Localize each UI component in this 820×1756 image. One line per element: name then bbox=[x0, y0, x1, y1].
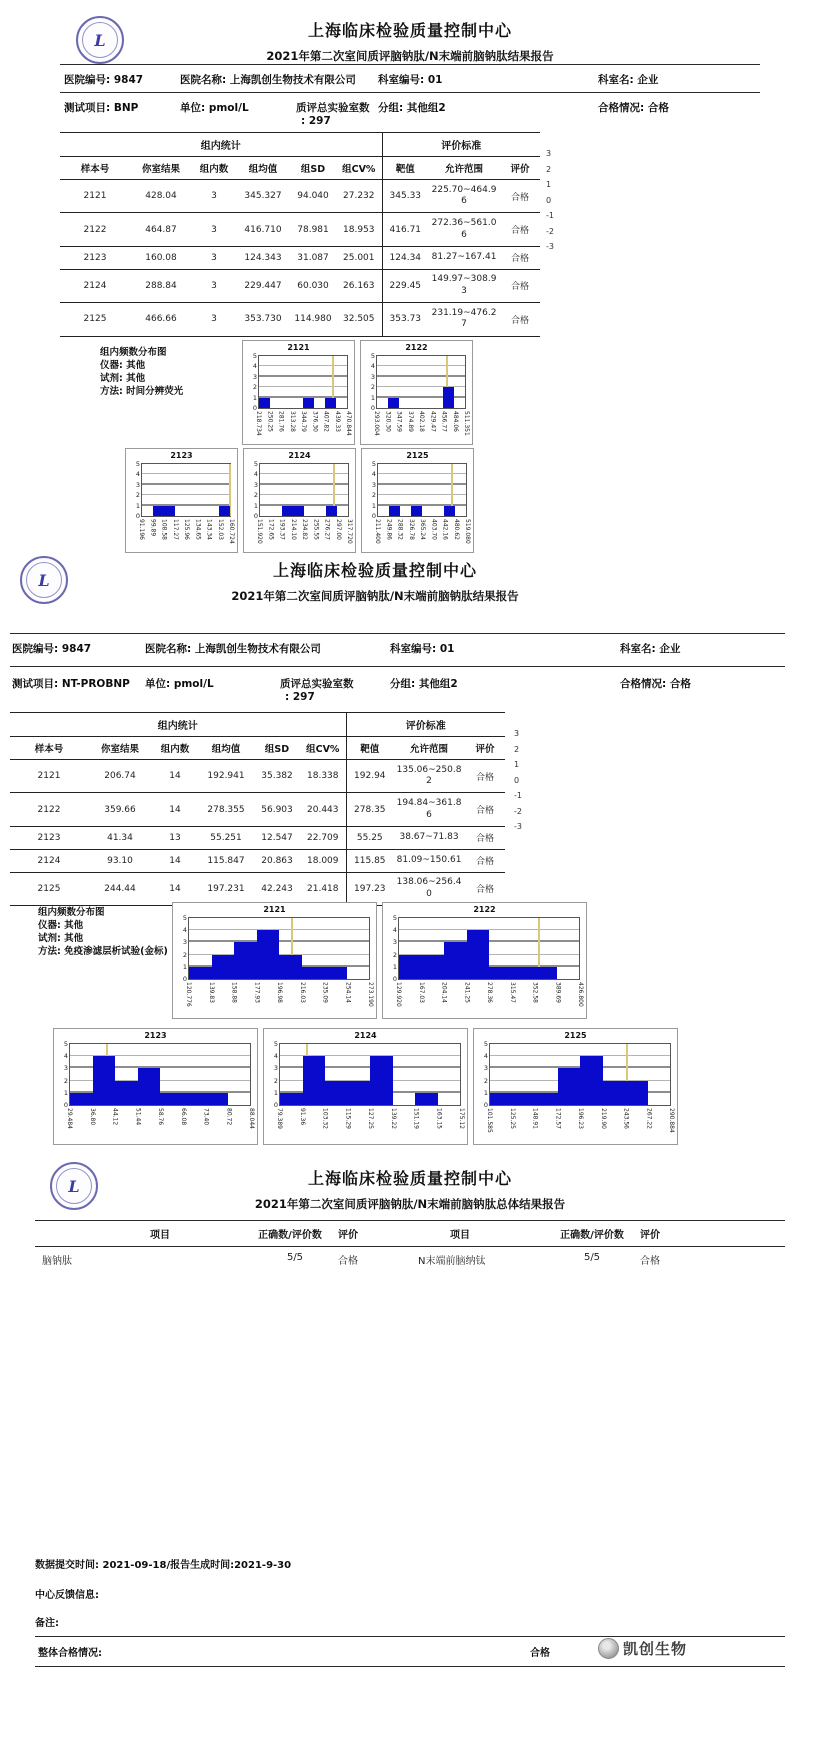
table-cell: 合格 bbox=[465, 760, 505, 793]
table-cell: 115.847 bbox=[198, 849, 254, 872]
sdi-tick: 1 bbox=[546, 180, 552, 189]
table-cell: 244.44 bbox=[88, 872, 152, 905]
histogram-bar bbox=[279, 955, 302, 979]
dept-name: 科室名: 企业 bbox=[620, 643, 681, 655]
col-item-2: 项目 bbox=[450, 1230, 470, 1241]
target-line bbox=[333, 464, 335, 516]
table-cell: 353.73 bbox=[382, 303, 428, 336]
histogram-plot: 5 4 3 2 1 0 bbox=[141, 463, 231, 517]
reagent-line: 试剂: 其他 bbox=[38, 933, 84, 944]
histogram-bar bbox=[325, 398, 336, 408]
test-item: 测试项目: BNP bbox=[64, 102, 139, 114]
table-cell: 55.251 bbox=[198, 826, 254, 849]
brand-logo bbox=[598, 1638, 687, 1659]
histogram-title: 2121 bbox=[287, 343, 310, 352]
dept-name: 科室名: 企业 bbox=[598, 74, 659, 86]
column-header: 评价 bbox=[500, 157, 540, 180]
hospital-id: 医院编号: 9847 bbox=[12, 643, 92, 655]
histogram-plot: 5 4 3 2 1 0 bbox=[376, 355, 466, 409]
table-cell: 81.09~150.61 bbox=[393, 849, 465, 872]
hospital-name: 医院名称: 上海凯创生物技术有限公司 bbox=[180, 74, 356, 86]
column-header: 你室结果 bbox=[88, 737, 152, 760]
table-cell: 26.163 bbox=[336, 269, 382, 302]
column-header: 靶值 bbox=[382, 157, 428, 180]
histogram-bar bbox=[234, 942, 257, 979]
column-header: 靶值 bbox=[346, 737, 393, 760]
table-cell: 353.730 bbox=[236, 303, 290, 336]
histogram-bar bbox=[348, 1081, 371, 1105]
table-cell: 160.08 bbox=[130, 246, 192, 269]
method-line: 方法: 免疫渗滤层析试验(金标) bbox=[38, 946, 168, 957]
table-cell: 278.355 bbox=[198, 793, 254, 826]
note-label: 备注: bbox=[35, 1618, 59, 1629]
sdi-tick: -2 bbox=[546, 226, 554, 236]
table-cell: 27.232 bbox=[336, 180, 382, 213]
submit-time-line: 数据提交时间: 2021-09-18/报告生成时间:2021-9-30 bbox=[35, 1560, 292, 1571]
pass-status: 合格情况: 合格 bbox=[598, 102, 669, 114]
histogram-title: 2125 bbox=[564, 1031, 587, 1040]
table-cell: 231.19~476.27 bbox=[428, 303, 500, 336]
histogram-bar bbox=[411, 506, 422, 516]
table-cell: 2122 bbox=[10, 793, 88, 826]
sdi-tick: 0 bbox=[546, 195, 552, 205]
histogram-bar bbox=[324, 967, 347, 979]
report-subtitle: 2021年第二次室间质评脑钠肽/N末端前脑钠肽结果报告 bbox=[266, 49, 554, 63]
divider bbox=[35, 1636, 785, 1637]
table-row bbox=[60, 246, 540, 269]
histogram-bar bbox=[388, 398, 399, 408]
instrument-line: 仪器: 其他 bbox=[38, 920, 84, 931]
table-cell: 345.33 bbox=[382, 180, 428, 213]
histogram-bar bbox=[467, 930, 490, 979]
histogram-2124: 2124 5 4 3 2 1 0 151.920 172.65 193.37 214.10 234.82 255.55 276.27 297.00 317.720 bbox=[243, 448, 356, 553]
col-score-1: 正确数/评价数 bbox=[258, 1230, 322, 1241]
table-cell: 2125 bbox=[60, 303, 130, 336]
table-cell: 138.06~256.40 bbox=[393, 872, 465, 905]
instrument-line: 仪器: 其他 bbox=[100, 360, 146, 371]
sdi-tick: 1 bbox=[514, 760, 520, 769]
sdi-tick: 2 bbox=[546, 164, 552, 174]
histogram-bar bbox=[164, 506, 175, 516]
histogram-bar bbox=[302, 967, 325, 979]
table-cell: 42.243 bbox=[254, 872, 300, 905]
divider bbox=[35, 1220, 785, 1221]
reagent-line: 试剂: 其他 bbox=[100, 373, 146, 384]
table-cell: 14 bbox=[152, 793, 198, 826]
table-cell: 12.547 bbox=[254, 826, 300, 849]
target-line bbox=[446, 356, 448, 408]
table-cell: 206.74 bbox=[88, 760, 152, 793]
histogram-bar bbox=[513, 1093, 536, 1105]
histogram-bar bbox=[212, 955, 235, 979]
histogram-bar bbox=[219, 506, 230, 516]
target-line bbox=[306, 1044, 308, 1105]
column-header: 组SD bbox=[254, 737, 300, 760]
table-cell: 21.418 bbox=[300, 872, 346, 905]
table-cell: 20.863 bbox=[254, 849, 300, 872]
histogram-bar bbox=[257, 930, 280, 979]
table-row bbox=[60, 303, 540, 336]
histogram-bar bbox=[115, 1081, 138, 1105]
histogram-plot: 5 4 3 2 1 0 bbox=[259, 463, 349, 517]
histogram-2123: 2123 5 4 3 2 1 0 91.196 99.89 108.58 117.27 125.96 134.65 143.34 152.03 160.724 bbox=[125, 448, 238, 553]
table-row bbox=[60, 213, 540, 246]
table-row bbox=[10, 849, 505, 872]
table-cell: 3 bbox=[192, 213, 236, 246]
table-cell: 288.84 bbox=[130, 269, 192, 302]
column-header: 允许范围 bbox=[428, 157, 500, 180]
table-row bbox=[60, 269, 540, 302]
column-header: 组CV% bbox=[300, 737, 346, 760]
test-item: 测试项目: NT-PROBNP bbox=[12, 678, 130, 690]
table-cell: 229.447 bbox=[236, 269, 290, 302]
table-cell: 2124 bbox=[10, 849, 88, 872]
histogram-plot: 5 4 3 2 1 0 bbox=[279, 1043, 461, 1106]
table-cell: 197.231 bbox=[198, 872, 254, 905]
table-cell: 78.981 bbox=[290, 213, 336, 246]
histogram-bar bbox=[153, 506, 164, 516]
table-cell: 345.327 bbox=[236, 180, 290, 213]
target-line bbox=[538, 918, 540, 979]
stats-table bbox=[10, 712, 505, 906]
histogram-title: 2122 bbox=[473, 905, 496, 914]
table-cell: 合格 bbox=[500, 269, 540, 302]
divider bbox=[10, 666, 785, 667]
sdi-axis bbox=[546, 146, 554, 255]
target-line bbox=[229, 464, 231, 516]
table-row bbox=[10, 872, 505, 905]
table-cell: 13 bbox=[152, 826, 198, 849]
table-cell: 合格 bbox=[500, 180, 540, 213]
table-cell: 464.87 bbox=[130, 213, 192, 246]
histogram-bar bbox=[534, 967, 557, 979]
report-subtitle: 2021年第二次室间质评脑钠肽/N末端前脑钠肽总体结果报告 bbox=[254, 1197, 566, 1211]
table-cell: 22.709 bbox=[300, 826, 346, 849]
table-cell: 56.903 bbox=[254, 793, 300, 826]
histogram-bar bbox=[160, 1093, 183, 1105]
table-cell: 3 bbox=[192, 180, 236, 213]
column-header: 样本号 bbox=[60, 157, 130, 180]
histogram-bar bbox=[282, 506, 293, 516]
overall-value: 合格 bbox=[530, 1648, 550, 1659]
table-cell: 2121 bbox=[10, 760, 88, 793]
table-cell: 18.338 bbox=[300, 760, 346, 793]
seal-letter: L bbox=[68, 1176, 80, 1196]
table-cell: 428.04 bbox=[130, 180, 192, 213]
item-score-1: 5/5 bbox=[286, 1252, 304, 1263]
table-cell: 81.27~167.41 bbox=[428, 246, 500, 269]
table-cell: 55.25 bbox=[346, 826, 393, 849]
column-header: 你室结果 bbox=[130, 157, 192, 180]
column-header: 允许范围 bbox=[393, 737, 465, 760]
histogram-bar bbox=[558, 1068, 581, 1105]
column-header: 组均值 bbox=[198, 737, 254, 760]
table-cell: 225.70~464.96 bbox=[428, 180, 500, 213]
stats-table bbox=[60, 132, 540, 337]
table-row bbox=[10, 793, 505, 826]
table-cell: 2125 bbox=[10, 872, 88, 905]
sdi-tick: 2 bbox=[514, 744, 520, 754]
col-eval-2: 评价 bbox=[640, 1230, 660, 1241]
table-cell: 192.941 bbox=[198, 760, 254, 793]
brand-name: 凯创生物 bbox=[623, 1640, 688, 1658]
table-cell: 合格 bbox=[465, 793, 505, 826]
table-cell: 20.443 bbox=[300, 793, 346, 826]
histogram-bar bbox=[444, 506, 455, 516]
dist-heading: 组内频数分布图 bbox=[38, 907, 105, 918]
dept-id: 科室编号: 01 bbox=[378, 74, 443, 86]
histogram-2125: 2125 5 4 3 2 1 0 211.400 249.86 288.32 326.78 365.24 403.70 442.16 480.62 519.080 bbox=[361, 448, 474, 553]
target-line bbox=[332, 356, 334, 408]
brand-icon bbox=[598, 1638, 619, 1659]
column-header: 样本号 bbox=[10, 737, 88, 760]
table-cell: 135.06~250.82 bbox=[393, 760, 465, 793]
table-cell: 124.34 bbox=[382, 246, 428, 269]
hospital-name: 医院名称: 上海凯创生物技术有限公司 bbox=[145, 643, 321, 655]
table-cell: 25.001 bbox=[336, 246, 382, 269]
table-cell: 14 bbox=[152, 760, 198, 793]
total-labs: 质评总实验室数 : 297 bbox=[280, 678, 354, 703]
sdi-tick: 3 bbox=[546, 149, 552, 158]
target-line bbox=[106, 1044, 108, 1105]
group-name: 分组: 其他组2 bbox=[378, 102, 446, 114]
histogram-plot: 5 4 3 2 1 0 bbox=[398, 917, 580, 980]
table-cell: 3 bbox=[192, 269, 236, 302]
histogram-bar bbox=[512, 967, 535, 979]
histogram-title: 2123 bbox=[170, 451, 193, 460]
histogram-bar bbox=[625, 1081, 648, 1105]
histogram-2121: 2121 5 4 3 2 1 0 218.734 250.25 281.76 313.28 344.79 376.30 407.82 439.33 470.844 bbox=[242, 340, 355, 445]
table-cell: 14 bbox=[152, 872, 198, 905]
divider bbox=[60, 92, 760, 93]
group-header-stats: 组内统计 bbox=[60, 133, 382, 157]
divider bbox=[35, 1666, 785, 1667]
seal-letter: L bbox=[94, 30, 106, 50]
unit: 单位: pmol/L bbox=[180, 102, 249, 114]
unit: 单位: pmol/L bbox=[145, 678, 214, 690]
histogram-2125: 2125 5 4 3 2 1 0 101.585 125.25 148.91 172.57 196.23 219.90 243.56 267.22 290.884 bbox=[473, 1028, 678, 1145]
sdi-tick: 0 bbox=[514, 775, 520, 785]
dist-heading: 组内频数分布图 bbox=[100, 347, 167, 358]
divider bbox=[10, 633, 785, 634]
histogram-bar bbox=[370, 1056, 393, 1105]
histogram-bar bbox=[399, 955, 422, 979]
item-eval-1: 合格 bbox=[338, 1256, 358, 1267]
sdi-tick: -1 bbox=[546, 211, 554, 220]
table-cell: 3 bbox=[192, 303, 236, 336]
table-cell: 35.382 bbox=[254, 760, 300, 793]
table-cell: 115.85 bbox=[346, 849, 393, 872]
feedback-label: 中心反馈信息: bbox=[35, 1590, 99, 1601]
histogram-bar bbox=[183, 1093, 206, 1105]
col-score-2: 正确数/评价数 bbox=[560, 1230, 624, 1241]
table-cell: 194.84~361.86 bbox=[393, 793, 465, 826]
histogram-title: 2125 bbox=[406, 451, 429, 460]
table-cell: 2121 bbox=[60, 180, 130, 213]
item-name-2: N末端前脑纳钛 bbox=[418, 1256, 486, 1267]
histogram-bar bbox=[603, 1081, 626, 1105]
table-cell: 38.67~71.83 bbox=[393, 826, 465, 849]
table-cell: 466.66 bbox=[130, 303, 192, 336]
table-cell: 94.040 bbox=[290, 180, 336, 213]
table-cell: 2123 bbox=[10, 826, 88, 849]
item-eval-2: 合格 bbox=[640, 1256, 660, 1267]
hospital-id: 医院编号: 9847 bbox=[64, 74, 144, 86]
column-header: 组内数 bbox=[192, 157, 236, 180]
column-header: 组SD bbox=[290, 157, 336, 180]
histogram-bar bbox=[280, 1093, 303, 1105]
target-line bbox=[291, 918, 293, 979]
histogram-bar bbox=[580, 1056, 603, 1105]
histogram-plot: 5 4 3 2 1 0 bbox=[258, 355, 348, 409]
table-row bbox=[10, 826, 505, 849]
histogram-bar bbox=[489, 967, 512, 979]
sdi-tick: -3 bbox=[546, 242, 554, 251]
table-row bbox=[10, 760, 505, 793]
table-cell: 60.030 bbox=[290, 269, 336, 302]
column-header: 组内数 bbox=[152, 737, 198, 760]
histogram-bar bbox=[303, 1056, 326, 1105]
item-score-2: 5/5 bbox=[583, 1252, 601, 1263]
histogram-title: 2122 bbox=[405, 343, 428, 352]
histogram-bar bbox=[415, 1093, 438, 1105]
table-cell: 32.505 bbox=[336, 303, 382, 336]
histogram-2122: 2122 5 4 3 2 1 0 293.004 320.30 347.59 374.89 402.18 429.47 456.77 484.06 511.351 bbox=[360, 340, 473, 445]
histogram-2124: 2124 5 4 3 2 1 0 79.389 91.36 103.32 115.29 127.25 139.22 151.19 163.15 175.12 bbox=[263, 1028, 468, 1145]
col-eval-1: 评价 bbox=[338, 1230, 358, 1241]
total-labs: 质评总实验室数 : 297 bbox=[296, 102, 370, 127]
table-cell: 149.97~308.93 bbox=[428, 269, 500, 302]
dept-id: 科室编号: 01 bbox=[390, 643, 455, 655]
pass-status: 合格情况: 合格 bbox=[620, 678, 691, 690]
table-cell: 31.087 bbox=[290, 246, 336, 269]
histogram-bar bbox=[422, 955, 445, 979]
seal-letter: L bbox=[38, 570, 50, 590]
histogram-title: 2123 bbox=[144, 1031, 167, 1040]
histogram-bar bbox=[444, 942, 467, 979]
histogram-bar bbox=[293, 506, 304, 516]
histogram-bar bbox=[443, 387, 454, 408]
group-header-stats: 组内统计 bbox=[10, 713, 346, 737]
table-cell: 272.36~561.06 bbox=[428, 213, 500, 246]
table-cell: 合格 bbox=[500, 303, 540, 336]
histogram-bar bbox=[535, 1093, 558, 1105]
center-title: 上海临床检验质量控制中心 bbox=[307, 1169, 512, 1188]
overall-label: 整体合格情况: bbox=[38, 1648, 102, 1659]
histogram-2121: 2121 5 4 3 2 1 0 120.776 139.83 158.88 177.93 196.98 216.03 235.09 254.14 273.190 bbox=[172, 902, 377, 1019]
method-line: 方法: 时间分辨荧光 bbox=[100, 386, 184, 397]
item-name-1: 脑钠肽 bbox=[42, 1256, 72, 1267]
table-cell: 合格 bbox=[500, 246, 540, 269]
histogram-bar bbox=[490, 1093, 513, 1105]
sdi-tick: -2 bbox=[514, 806, 522, 816]
histogram-title: 2121 bbox=[263, 905, 286, 914]
table-row bbox=[60, 180, 540, 213]
histogram-bar bbox=[325, 1081, 348, 1105]
histogram-2123: 2123 5 4 3 2 1 0 29.484 36.80 44.12 51.44 58.76 66.08 73.40 80.72 88.044 bbox=[53, 1028, 258, 1145]
column-header: 组CV% bbox=[336, 157, 382, 180]
table-cell: 2124 bbox=[60, 269, 130, 302]
histogram-plot: 5 4 3 2 1 0 bbox=[377, 463, 467, 517]
table-cell: 278.35 bbox=[346, 793, 393, 826]
table-cell: 416.71 bbox=[382, 213, 428, 246]
table-cell: 18.953 bbox=[336, 213, 382, 246]
target-line bbox=[626, 1044, 628, 1105]
table-cell: 2123 bbox=[60, 246, 130, 269]
center-title: 上海临床检验质量控制中心 bbox=[307, 21, 512, 40]
sdi-tick: -1 bbox=[514, 791, 522, 800]
histogram-bar bbox=[93, 1056, 116, 1105]
histogram-bar bbox=[259, 398, 270, 408]
sdi-tick: -3 bbox=[514, 822, 522, 831]
table-cell: 14 bbox=[152, 849, 198, 872]
table-cell: 124.343 bbox=[236, 246, 290, 269]
histogram-plot: 5 4 3 2 1 0 bbox=[188, 917, 370, 980]
table-cell: 114.980 bbox=[290, 303, 336, 336]
table-cell: 18.009 bbox=[300, 849, 346, 872]
table-cell: 合格 bbox=[465, 849, 505, 872]
target-line bbox=[451, 464, 453, 516]
col-item-1: 项目 bbox=[150, 1230, 170, 1241]
table-cell: 3 bbox=[192, 246, 236, 269]
table-cell: 41.34 bbox=[88, 826, 152, 849]
histogram-plot: 5 4 3 2 1 0 bbox=[489, 1043, 671, 1106]
histogram-bar bbox=[189, 967, 212, 979]
group-header-eval: 评价标准 bbox=[382, 133, 540, 157]
table-cell: 229.45 bbox=[382, 269, 428, 302]
histogram-title: 2124 bbox=[354, 1031, 377, 1040]
center-title: 上海临床检验质量控制中心 bbox=[272, 561, 477, 580]
divider bbox=[60, 64, 760, 65]
table-cell: 359.66 bbox=[88, 793, 152, 826]
table-cell: 2122 bbox=[60, 213, 130, 246]
table-cell: 416.710 bbox=[236, 213, 290, 246]
table-cell: 192.94 bbox=[346, 760, 393, 793]
distribution-legend bbox=[100, 346, 183, 398]
column-header: 组均值 bbox=[236, 157, 290, 180]
table-cell: 合格 bbox=[465, 826, 505, 849]
table-cell: 合格 bbox=[465, 872, 505, 905]
column-header: 评价 bbox=[465, 737, 505, 760]
table-cell: 197.23 bbox=[346, 872, 393, 905]
histogram-title: 2124 bbox=[288, 451, 311, 460]
histogram-bar bbox=[70, 1093, 93, 1105]
histogram-plot: 5 4 3 2 1 0 bbox=[69, 1043, 251, 1106]
histogram-bar bbox=[326, 506, 337, 516]
histogram-bar bbox=[138, 1068, 161, 1105]
group-name: 分组: 其他组2 bbox=[390, 678, 458, 690]
table-cell: 93.10 bbox=[88, 849, 152, 872]
histogram-bar bbox=[389, 506, 400, 516]
histogram-bar bbox=[303, 398, 314, 408]
group-header-eval: 评价标准 bbox=[346, 713, 505, 737]
histogram-2122: 2122 5 4 3 2 1 0 129.920 167.03 204.14 241.25 278.36 315.47 352.58 389.69 426.800 bbox=[382, 902, 587, 1019]
report-subtitle: 2021年第二次室间质评脑钠肽/N末端前脑钠肽结果报告 bbox=[231, 589, 519, 603]
histogram-bar bbox=[205, 1093, 228, 1105]
divider bbox=[35, 1246, 785, 1247]
sdi-tick: 3 bbox=[514, 729, 520, 738]
table-cell: 合格 bbox=[500, 213, 540, 246]
distribution-legend bbox=[38, 906, 168, 958]
sdi-axis bbox=[514, 726, 522, 835]
